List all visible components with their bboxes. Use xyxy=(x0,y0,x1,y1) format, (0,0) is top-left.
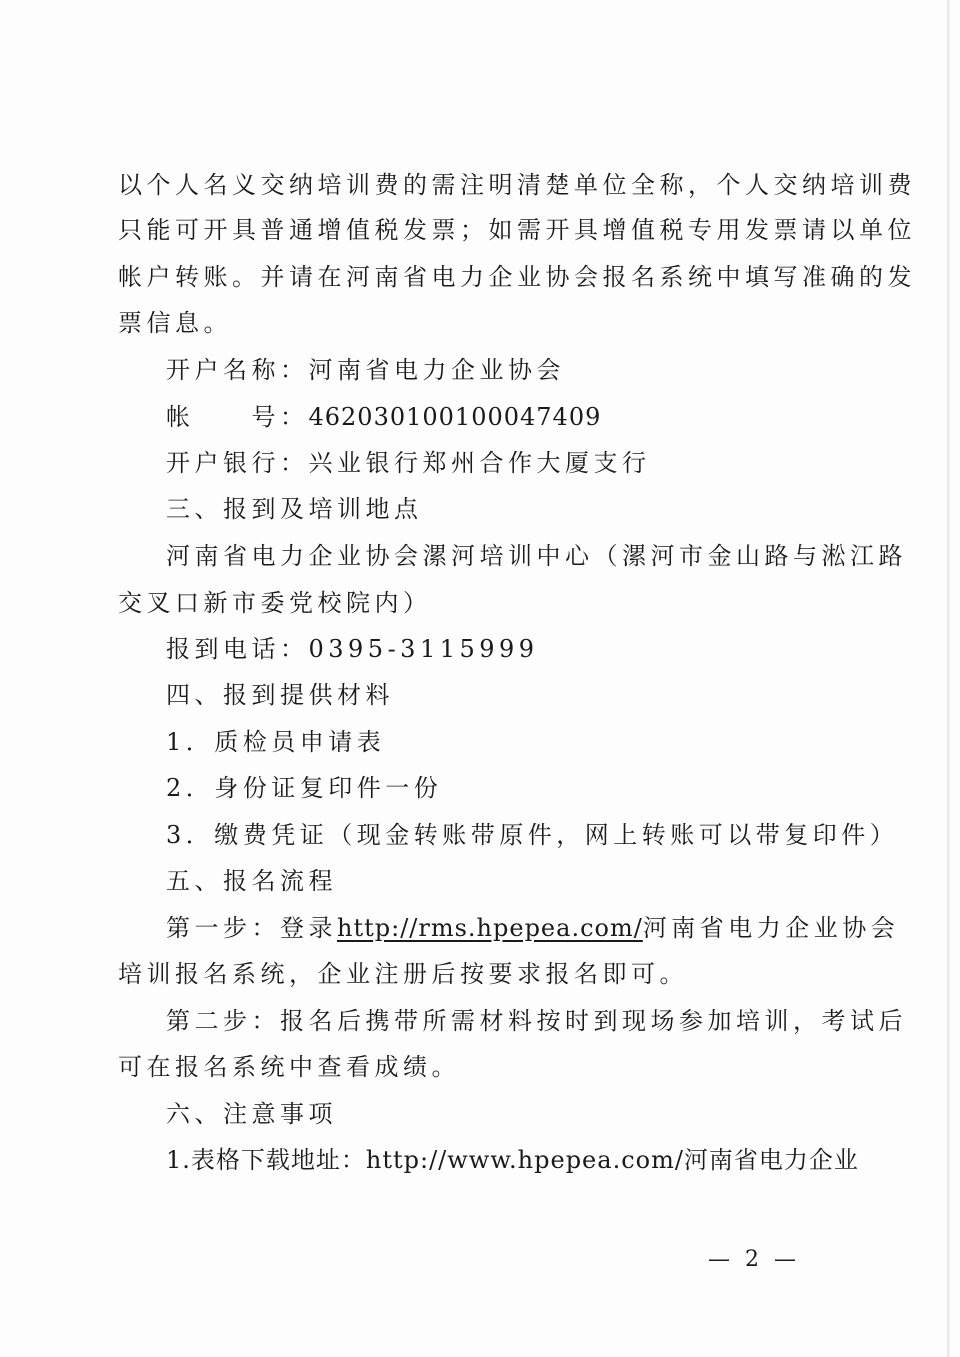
account-name-value: 河南省电力企业协会 xyxy=(308,356,565,384)
account-number-row xyxy=(166,402,601,432)
account-bank-label: 开户银行： xyxy=(166,449,309,477)
paragraph-line: 票信息。 xyxy=(118,309,232,337)
section-heading: 六、注意事项 xyxy=(166,1100,337,1128)
section-heading: 四、报到提供材料 xyxy=(166,681,394,709)
list-item: 1.表格下载地址：http://www.hpepea.com/河南省电力企业 xyxy=(166,1146,859,1174)
paragraph-line: 帐户转账。并请在河南省电力企业协会报名系统中填写准确的发 xyxy=(118,263,916,291)
phone-line: 报到电话：0395-3115999 xyxy=(166,635,539,663)
account-number-value: 462030100100047409 xyxy=(308,403,602,431)
list-item: 3．缴费凭证（现金转账带原件，网上转账可以带复印件） xyxy=(166,821,899,849)
account-number-label: 帐 号： xyxy=(166,403,309,431)
paragraph-line: 第二步：报名后携带所需材料按时到现场参加培训，考试后 xyxy=(166,1007,907,1035)
list-item: 1．质检员申请表 xyxy=(166,728,386,756)
section-heading: 三、报到及培训地点 xyxy=(166,495,423,523)
paragraph-line: 培训报名系统，企业注册后按要求报名即可。 xyxy=(118,960,688,988)
registration-link[interactable]: http://rms.hpepea.com/ xyxy=(337,914,643,942)
account-bank-row xyxy=(166,448,651,478)
paragraph-line: 只能可开具普通增值税发票；如需开具增值税专用发票请以单位 xyxy=(118,216,916,244)
paragraph-line: 河南省电力企业协会漯河培训中心（漯河市金山路与淞江路 xyxy=(166,542,907,570)
paragraph-line: 交叉口新市委党校院内） xyxy=(118,589,432,617)
account-name-row xyxy=(166,355,565,385)
step1-line xyxy=(166,913,899,943)
step1-prefix: 第一步：登录 xyxy=(166,914,337,942)
list-item: 2．身份证复印件一份 xyxy=(166,774,443,802)
page-number: — 2 — xyxy=(708,1247,800,1272)
paragraph-line: 以个人名义交纳培训费的需注明清楚单位全称，个人交纳培训费 xyxy=(118,171,916,199)
step1-suffix: 河南省电力企业协会 xyxy=(642,914,900,942)
scan-edge xyxy=(947,0,950,1357)
paragraph-line: 可在报名系统中查看成绩。 xyxy=(118,1053,460,1081)
account-name-label: 开户名称： xyxy=(166,356,309,384)
account-bank-value: 兴业银行郑州合作大厦支行 xyxy=(308,449,651,477)
section-heading: 五、报名流程 xyxy=(166,867,337,895)
